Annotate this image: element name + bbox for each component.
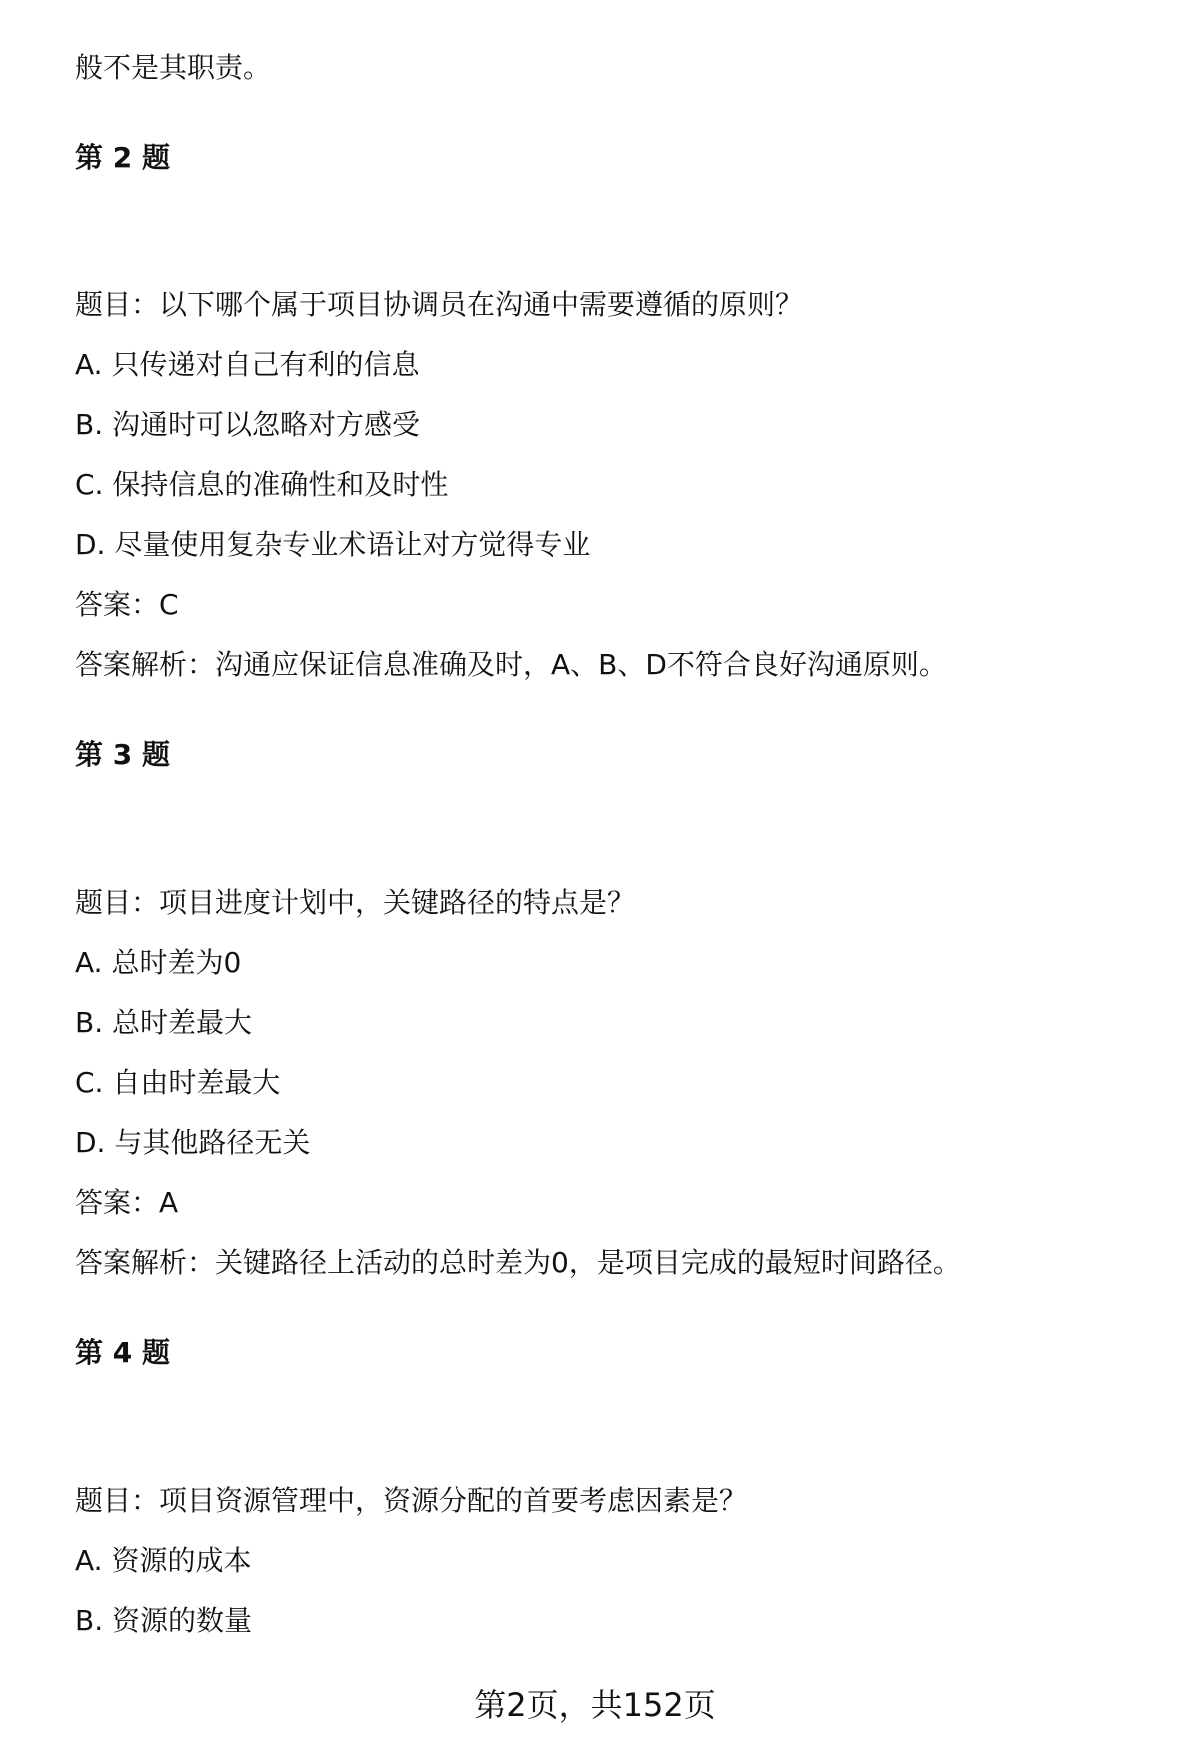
option-a: A. 总时差为0	[75, 946, 242, 979]
option-b: B. 总时差最大	[75, 1006, 253, 1039]
answer: 答案：C	[75, 588, 179, 621]
option-a: A. 资源的成本	[75, 1544, 252, 1577]
question-heading: 第 2 题	[75, 141, 170, 174]
question-2	[75, 138, 1115, 685]
question-heading: 第 3 题	[75, 738, 170, 771]
answer-analysis: 答案解析：关键路径上活动的总时差为0，是项目完成的最短时间路径。	[75, 1246, 961, 1279]
option-c: C. 自由时差最大	[75, 1066, 281, 1099]
option-b: B. 资源的数量	[75, 1604, 253, 1637]
question-3	[75, 735, 1115, 1283]
page-indicator: 第2页，共152页	[474, 1686, 716, 1724]
option-d: D. 尽量使用复杂专业术语让对方觉得专业	[75, 528, 591, 561]
option-c: C. 保持信息的准确性和及时性	[75, 468, 449, 501]
option-d: D. 与其他路径无关	[75, 1126, 311, 1159]
continuation-text: 般不是其职责。	[75, 51, 272, 84]
answer-analysis: 答案解析：沟通应保证信息准确及时，A、B、D不符合良好沟通原则。	[75, 648, 947, 681]
question-prompt: 题目：项目资源管理中，资源分配的首要考虑因素是？	[75, 1484, 748, 1517]
option-a: A. 只传递对自己有利的信息	[75, 348, 420, 381]
question-heading: 第 4 题	[75, 1336, 170, 1369]
answer: 答案：A	[75, 1186, 179, 1219]
document-page	[75, 48, 1115, 1641]
question-prompt: 题目：以下哪个属于项目协调员在沟通中需要遵循的原则？	[75, 288, 804, 321]
option-b: B. 沟通时可以忽略对方感受	[75, 408, 421, 441]
question-4	[75, 1333, 1115, 1641]
question-prompt: 题目：项目进度计划中，关键路径的特点是？	[75, 886, 636, 919]
